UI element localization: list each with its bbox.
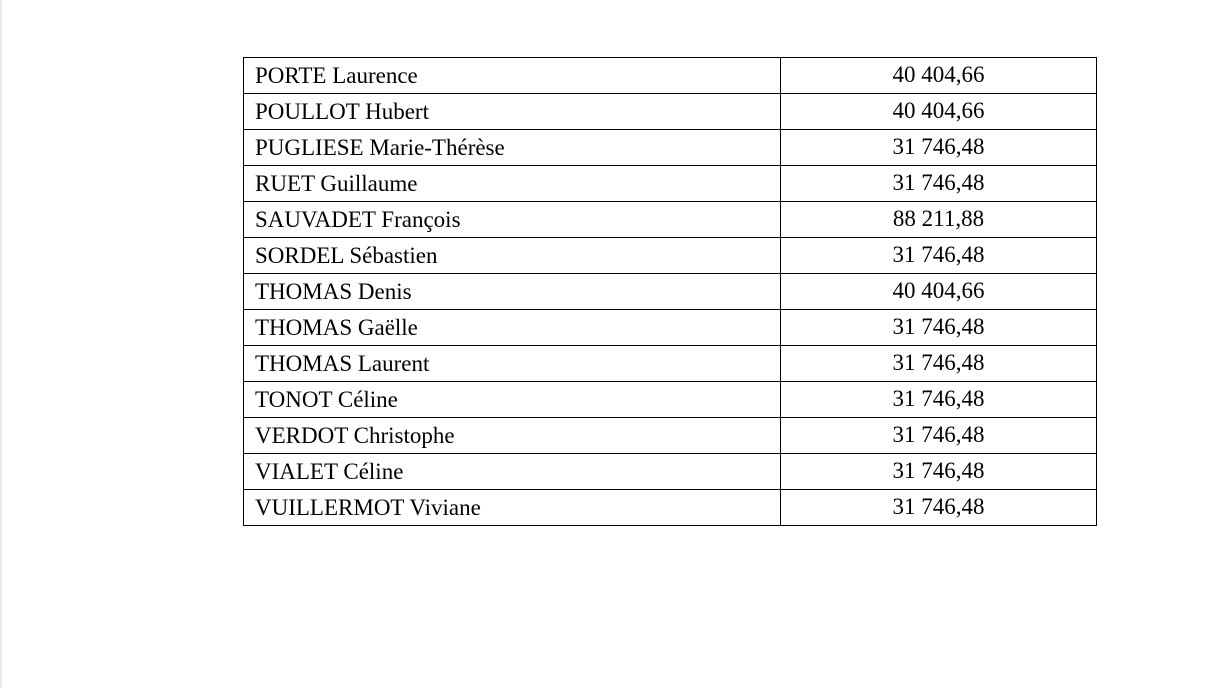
document-page xyxy=(2,0,1230,688)
amount-cell: 31 746,48 xyxy=(781,166,1097,202)
person-name-cell: RUET Guillaume xyxy=(244,166,781,202)
person-name-cell: PORTE Laurence xyxy=(244,58,781,94)
amount-cell: 31 746,48 xyxy=(781,382,1097,418)
table-row xyxy=(244,202,1097,238)
table-row xyxy=(244,418,1097,454)
person-name-cell: POULLOT Hubert xyxy=(244,94,781,130)
amounts-table xyxy=(243,57,1097,526)
person-name-cell: VUILLERMOT Viviane xyxy=(244,490,781,526)
amount-cell: 31 746,48 xyxy=(781,454,1097,490)
amount-cell: 40 404,66 xyxy=(781,94,1097,130)
amount-cell: 40 404,66 xyxy=(781,274,1097,310)
person-name-cell: VERDOT Christophe xyxy=(244,418,781,454)
person-name-cell: TONOT Céline xyxy=(244,382,781,418)
amount-cell: 31 746,48 xyxy=(781,418,1097,454)
person-name-cell: VIALET Céline xyxy=(244,454,781,490)
table-row xyxy=(244,382,1097,418)
amount-cell: 31 746,48 xyxy=(781,238,1097,274)
person-name-cell: THOMAS Denis xyxy=(244,274,781,310)
amount-cell: 88 211,88 xyxy=(781,202,1097,238)
table-row xyxy=(244,274,1097,310)
table-row xyxy=(244,58,1097,94)
table-row xyxy=(244,94,1097,130)
table-row xyxy=(244,454,1097,490)
person-name-cell: THOMAS Laurent xyxy=(244,346,781,382)
table-row xyxy=(244,166,1097,202)
person-name-cell: PUGLIESE Marie-Thérèse xyxy=(244,130,781,166)
person-name-cell: SORDEL Sébastien xyxy=(244,238,781,274)
person-name-cell: SAUVADET François xyxy=(244,202,781,238)
table-row xyxy=(244,310,1097,346)
amount-cell: 31 746,48 xyxy=(781,130,1097,166)
amount-cell: 31 746,48 xyxy=(781,346,1097,382)
table-row xyxy=(244,238,1097,274)
amount-cell: 31 746,48 xyxy=(781,490,1097,526)
table-row xyxy=(244,130,1097,166)
table-row xyxy=(244,346,1097,382)
table-row xyxy=(244,490,1097,526)
amount-cell: 31 746,48 xyxy=(781,310,1097,346)
person-name-cell: THOMAS Gaëlle xyxy=(244,310,781,346)
amount-cell: 40 404,66 xyxy=(781,58,1097,94)
